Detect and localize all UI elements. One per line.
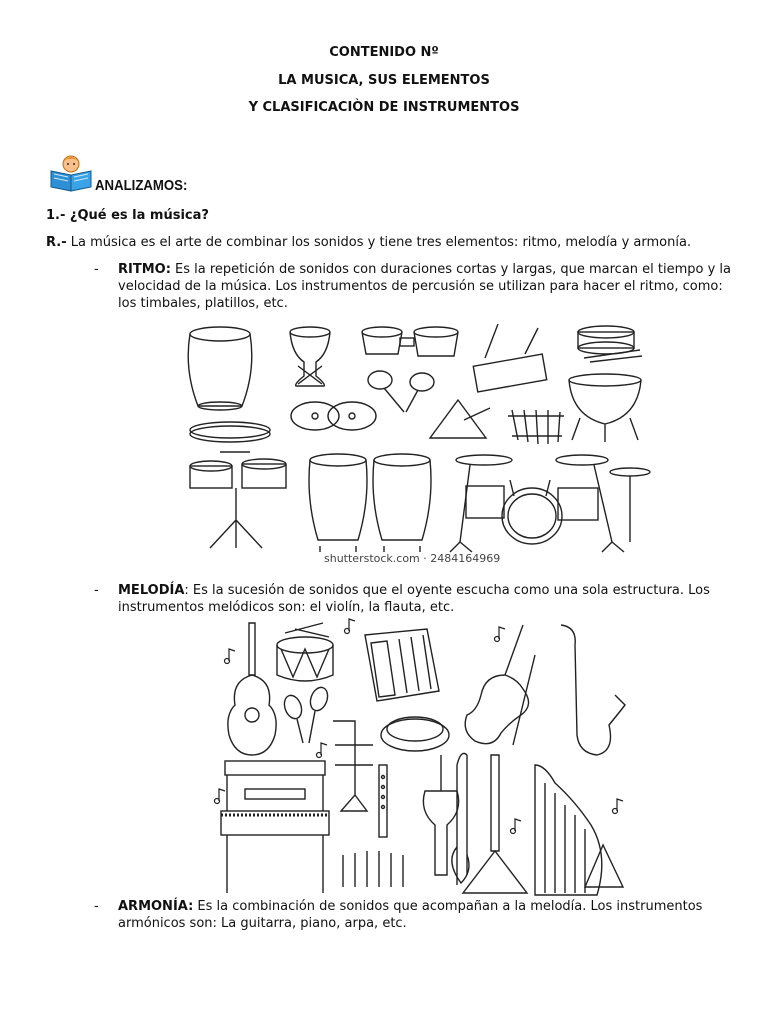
recorder-flute-icon [379,765,387,837]
definition-melodia: : Es la sucesión de sonidos que el oyente escucha como una sola estructura. Los instrumentos melódicos son: el violín, la flauta, etc. [118,583,710,615]
document-title-line1: CONTENIDO Nº [329,45,439,60]
image-credit: shutterstock.com · 2484164969 [324,552,501,565]
conga-icon [188,327,252,410]
definition-ritmo: Es la repetición de sonidos con duraciones cortas y largas, que marcan el tiempo y la velocidad de la música. Los instrumentos de percusión se utilizan para hacer el ritmo, como: los timbales, platillos, etc. [118,262,732,311]
maracas-icon [368,371,434,412]
term-armonia: ARMONÍA: [118,899,194,914]
djembe-icon [290,327,330,386]
timpani-icon [569,374,641,442]
tambourine-icon [381,717,449,751]
list-dash: - [94,262,99,277]
congas-pair-icon [309,454,431,552]
bongos-icon [362,327,458,356]
definition-armonia: Es la combinación de sonidos que acompañan a la melodía. Los instrumentos armónicos son: La guitarra, piano, arpa, etc. [118,899,703,931]
term-melodia: MELODÍA [118,583,185,598]
term-ritmo: RITMO: [118,262,171,277]
cymbals-icon [291,402,376,430]
question-1: 1.- ¿Qué es la música? [46,208,209,223]
bass-drum-icon [277,623,333,681]
glockenspiel-icon [473,324,546,392]
list-dash: - [94,583,99,598]
accordion-icon [365,629,439,701]
list-dash: - [94,899,99,914]
triangle-instrument-icon [430,400,490,438]
child-reading-book-icon [50,154,100,194]
saxophone-icon [561,625,625,755]
percussion-instruments-image [180,320,660,568]
triangle-instrument-icon [585,845,623,887]
timbales-icon [190,452,286,548]
document-title-line2: LA MUSICA, SUS ELEMENTOS [278,73,490,88]
balalaika-icon [463,755,527,893]
tambourine-icon [190,422,270,442]
section-label: ANALIZAMOS: [95,177,188,194]
snare-drum-icon [578,326,642,362]
piano-icon [221,761,329,893]
answer-prefix: R.- [46,235,67,250]
answer-text: La música es el arte de combinar los sonidos y tiene tres elementos: ritmo, melodía y armonía. [66,235,692,250]
trumpet-icon [333,721,373,811]
guitar-icon [228,623,276,755]
document-title-line3: Y CLASIFICACIÒN DE INSTRUMENTOS [248,100,520,115]
answer-1 [46,235,691,250]
maracas-icon [281,685,330,743]
xylophone-icon [343,851,403,887]
trombone-icon [452,753,469,885]
drum-kit-icon [450,455,650,552]
harp-icon [535,765,602,895]
tuba-icon [423,755,458,875]
violin-icon [465,625,535,745]
xylophone-icon [508,410,564,444]
melodic-instruments-image [205,615,645,897]
